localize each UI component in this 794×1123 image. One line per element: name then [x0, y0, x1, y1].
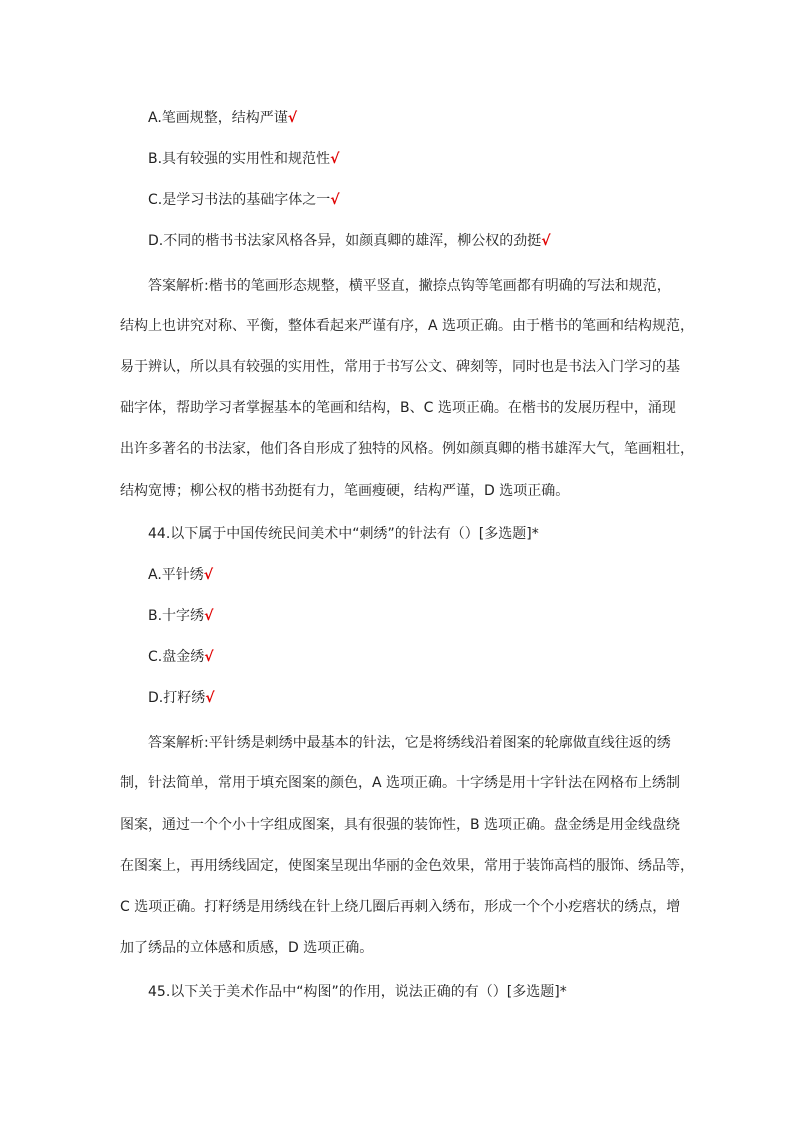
q45-question: 45.以下关于美术作品中“构图”的作用，说法正确的有（）[多选题]*: [148, 984, 567, 1000]
q44-option-b: B.十字绣√: [148, 608, 214, 624]
q43-analysis-line: 础字体，帮助学习者掌握基本的笔画和结构，B、C 选项正确。在楷书的发展历程中，涌现: [120, 400, 676, 416]
q43-analysis-line: 易于辨认，所以具有较强的实用性，常用于书写公文、碑刻等，同时也是书法入门学习的基: [120, 359, 680, 375]
q43-option-c: C.是学习书法的基础字体之一√: [148, 192, 340, 208]
q43-analysis-line: 出许多著名的书法家，他们各自形成了独特的风格。例如颜真卿的楷书雄浑大气，笔画粗壮，: [120, 441, 694, 457]
q43-analysis-line: 答案解析:楷书的笔画形态规整，横平竖直，撇捺点钩等笔画都有明确的写法和规范，: [148, 278, 671, 294]
q44-analysis-line: 在图案上，再用绣线固定，使图案呈现出华丽的金色效果，常用于装饰高档的服饰、绣品等，: [120, 858, 694, 874]
q44-analysis-line: C 选项正确。打籽绣是用绣线在针上绕几圈后再刺入绣布，形成一个个小疙瘩状的绣点，增: [120, 899, 681, 915]
check-mark-icon: √: [204, 649, 214, 665]
q43-option-b: B.具有较强的实用性和规范性√: [148, 151, 340, 167]
q43-analysis-line: 结构上也讲究对称、平衡，整体看起来严谨有序，A 选项正确。由于楷书的笔画和结构规范，: [120, 318, 695, 334]
q44-option-c: C.盘金绣√: [148, 649, 214, 665]
q44-option-d: D.打籽绣√: [148, 690, 215, 706]
q43-option-a: A.笔画规整，结构严谨√: [148, 110, 298, 126]
check-mark-icon: √: [287, 110, 298, 126]
q44-analysis-line: 图案，通过一个个小十字组成图案，具有很强的装饰性，B 选项正确。盘金绣是用金线盘绕: [120, 817, 681, 833]
check-mark-icon: √: [541, 233, 551, 249]
check-mark-icon: √: [330, 192, 340, 208]
q43-analysis-line: 结构宽博；柳公权的楷书劲挺有力，笔画瘦硬，结构严谨，D 选项正确。: [120, 483, 570, 499]
check-mark-icon: √: [330, 151, 340, 167]
q43-option-d: D.不同的楷书书法家风格各异，如颜真卿的雄浑，柳公权的劲挺√: [148, 233, 551, 249]
q44-question: 44.以下属于中国传统民间美术中“刺绣”的针法有（）[多选题]*: [148, 526, 539, 542]
q44-analysis-line: 答案解析:平针绣是刺绣中最基本的针法，它是将绣线沿着图案的轮廓做直线往返的绣: [148, 735, 671, 751]
q44-analysis-line: 加了绣品的立体感和质感，D 选项正确。: [120, 940, 374, 956]
q44-option-a: A.平针绣√: [148, 567, 214, 583]
check-mark-icon: √: [204, 608, 214, 624]
q44-analysis-line: 制，针法简单，常用于填充图案的颜色，A 选项正确。十字绣是用十字针法在网格布上绣制: [120, 775, 681, 791]
check-mark-icon: √: [205, 690, 215, 706]
check-mark-icon: √: [203, 567, 214, 583]
